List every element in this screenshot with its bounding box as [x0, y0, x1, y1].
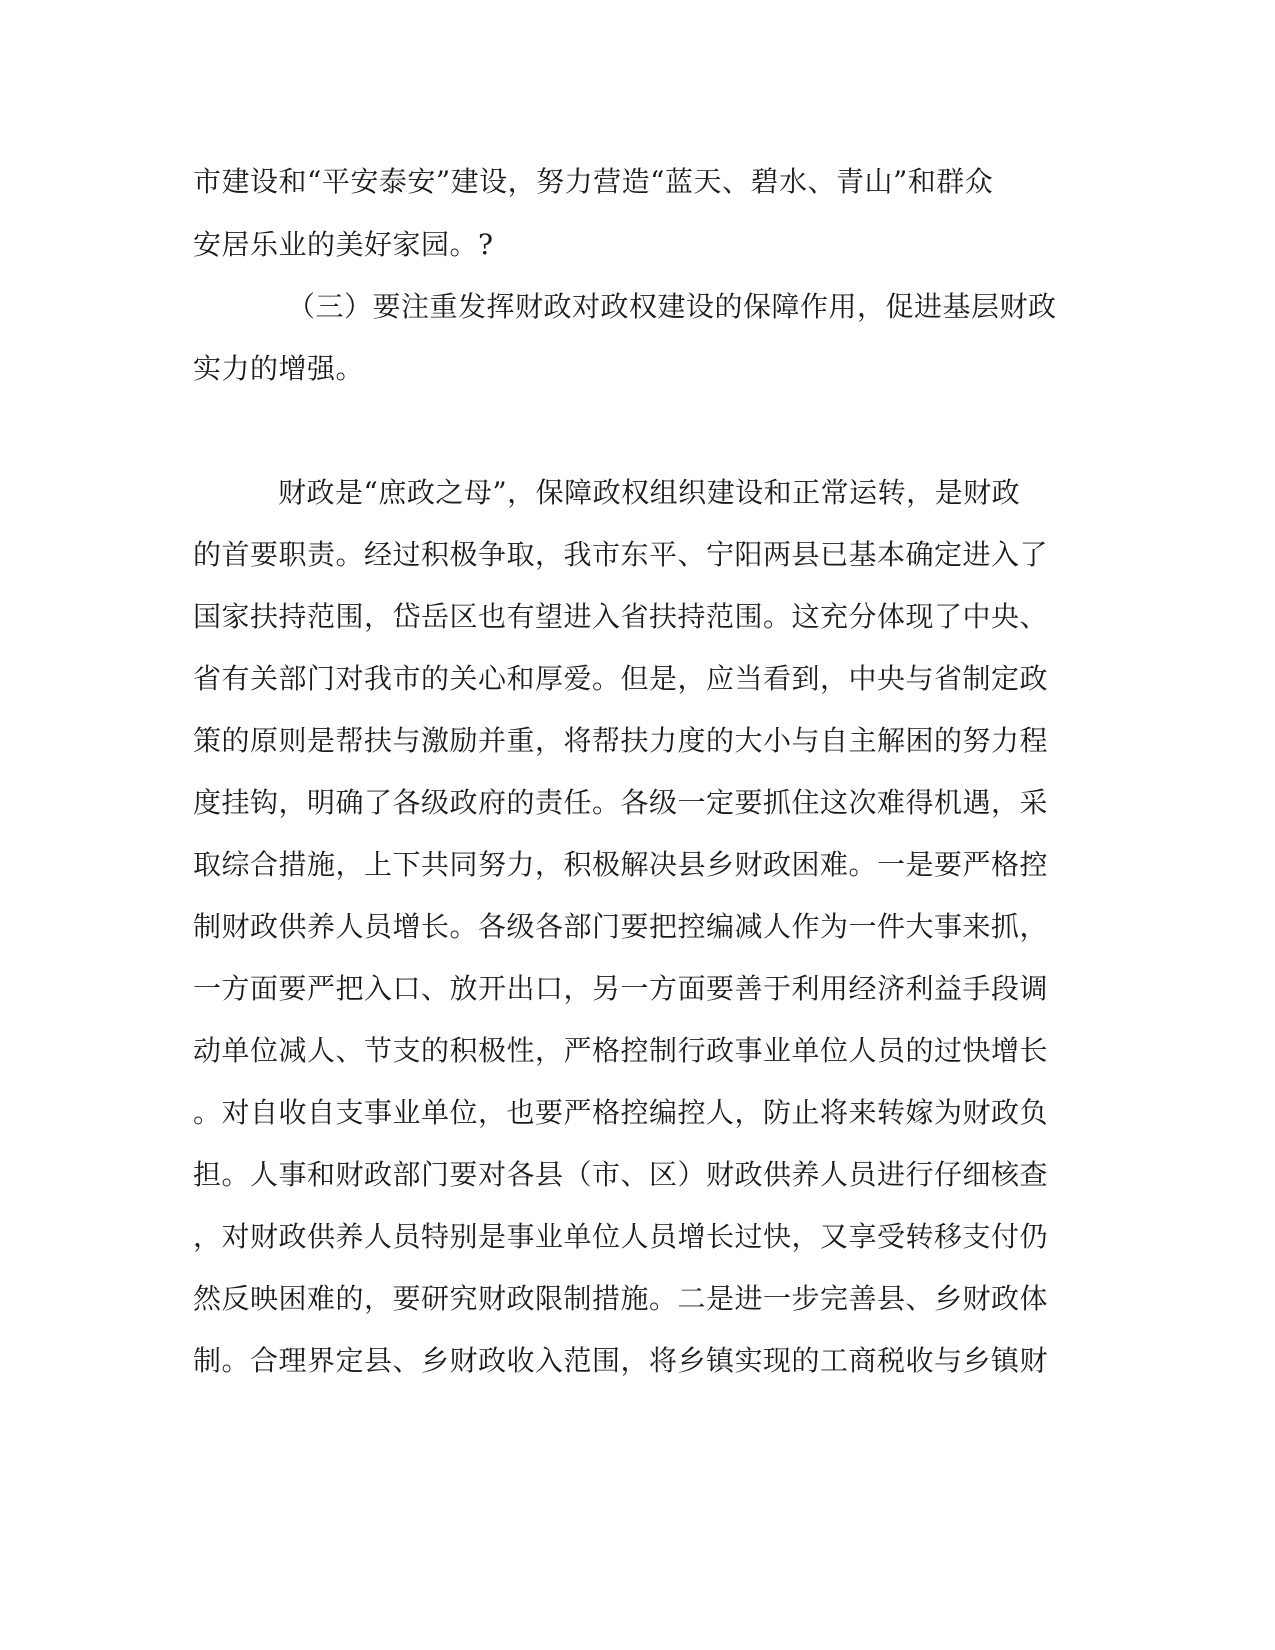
body-text-line: 安居乐业的美好家园。?: [193, 228, 494, 261]
section-heading-line: （三）要注重发挥财政对政权建设的保障作用，促进基层财政: [287, 290, 1057, 323]
body-text-line: 国家扶持范围，岱岳区也有望进入省扶持范围。这充分体现了中央、: [193, 600, 1049, 633]
body-text-line: 取综合措施，上下共同努力，积极解决县乡财政困难。一是要严格控: [193, 848, 1049, 881]
section-heading-line: 实力的增强。: [193, 352, 365, 385]
body-text-line: 市建设和“平安泰安”建设，努力营造“蓝天、碧水、青山”和群众: [193, 165, 994, 198]
body-text-line: 动单位减人、节支的积极性，严格控制行政事业单位人员的过快增长: [193, 1034, 1049, 1067]
body-text-line: 。对自收自支事业单位，也要严格控编控人，防止将来转嫁为财政负: [193, 1096, 1049, 1129]
body-text-line: 制。合理界定县、乡财政收入范围，将乡镇实现的工商税收与乡镇财: [193, 1344, 1049, 1377]
body-text-line: 度挂钩，明确了各级政府的责任。各级一定要抓住这次难得机遇，采: [193, 786, 1049, 819]
body-text-line: 省有关部门对我市的关心和厚爱。但是，应当看到，中央与省制定政: [193, 662, 1049, 695]
body-text-line: 制财政供养人员增长。各级各部门要把控编减人作为一件大事来抓，: [193, 910, 1049, 943]
body-text-line: 然反映困难的，要研究财政限制措施。二是进一步完善县、乡财政体: [193, 1282, 1049, 1315]
body-text-line: 一方面要严把入口、放开出口，另一方面要善于利用经济利益手段调: [193, 972, 1049, 1005]
body-text-line: 策的原则是帮扶与激励并重，将帮扶力度的大小与自主解困的努力程: [193, 724, 1049, 757]
body-text-line: 担。人事和财政部门要对各县（市、区）财政供养人员进行仔细核查: [193, 1158, 1049, 1191]
paragraph-first-line: 财政是“庶政之母”，保障政权组织建设和正常运转，是财政: [278, 476, 1021, 509]
body-text-line: ，对财政供养人员特别是事业单位人员增长过快，又享受转移支付仍: [193, 1220, 1049, 1253]
body-text-line: 的首要职责。经过积极争取，我市东平、宁阳两县已基本确定进入了: [193, 538, 1049, 571]
